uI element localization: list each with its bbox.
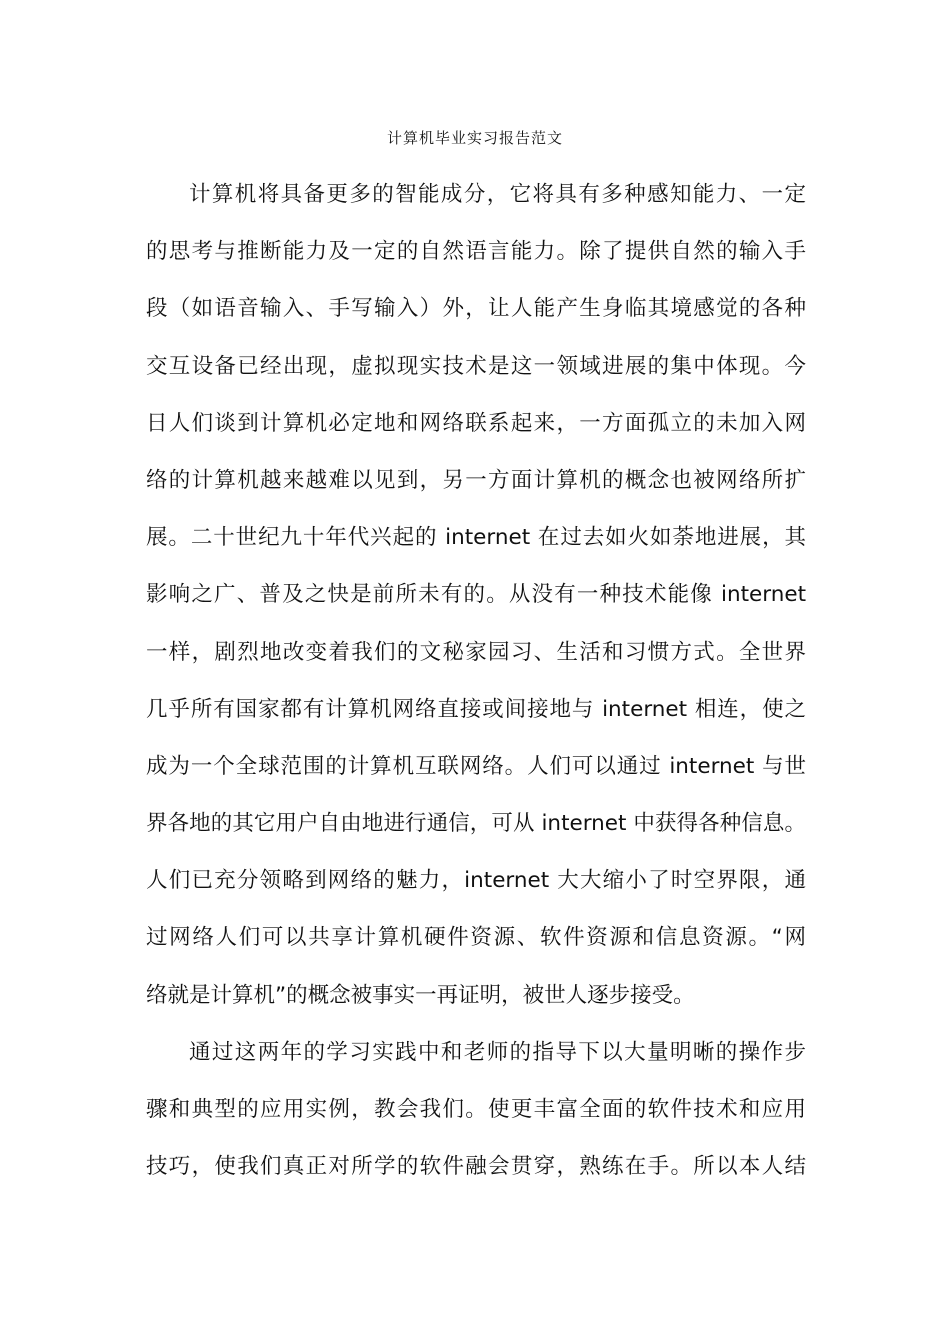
paragraph-line: 通过这两年的学习实践中和老师的指导下以大量明晰的操作步 (189, 1039, 806, 1065)
paragraph-line: 络就是计算机”的概念被事实一再证明，被世人逐步接受。 (146, 982, 695, 1008)
paragraph-line: 骤和典型的应用实例，教会我们。使更丰富全面的软件技术和应用 (146, 1097, 806, 1122)
paragraph-line: 几乎所有国家都有计算机网络直接或间接地与 internet 相连，使之 (146, 696, 806, 722)
paragraph-line: 展。二十世纪九十年代兴起的 internet 在过去如火如荼地进展，其 (146, 525, 806, 551)
paragraph-2 (146, 1024, 806, 1196)
paragraph-line: 人们已充分领略到网络的魅力，internet 大大缩小了时空界限，通 (146, 868, 806, 894)
document-body (146, 166, 806, 1195)
paragraph-line: 络的计算机越来越难以见到，另一方面计算机的概念也被网络所扩 (146, 467, 806, 493)
paragraph-line: 技巧，使我们真正对所学的软件融会贯穿，熟练在手。所以本人结 (146, 1154, 806, 1180)
document-title: 计算机毕业实习报告范文 (386, 129, 563, 147)
paragraph-line: 日人们谈到计算机必定地和网络联系起来，一方面孤立的未加入网 (146, 410, 806, 436)
paragraph-line: 的思考与推断能力及一定的自然语言能力。除了提供自然的输入手 (146, 239, 806, 265)
paragraph-line: 影响之广、普及之快是前所未有的。从没有一种技术能像 internet (146, 582, 806, 608)
paragraph-line: 计算机将具备更多的智能成分，它将具有多种感知能力、一定 (189, 182, 806, 207)
paragraph-1 (146, 166, 806, 1024)
paragraph-line: 交互设备已经出现，虚拟现实技术是这一领域进展的集中体现。今 (146, 353, 806, 379)
paragraph-line: 段（如语音输入、手写输入）外，让人能产生身临其境感觉的各种 (146, 296, 806, 322)
paragraph-line: 界各地的其它用户自由地进行通信，可从 internet 中获得各种信息。 (146, 811, 806, 837)
paragraph-line: 一样，剧烈地改变着我们的文秘家园习、生活和习惯方式。全世界 (146, 639, 806, 665)
paragraph-line: 过网络人们可以共享计算机硬件资源、软件资源和信息资源。“网 (146, 925, 806, 951)
paragraph-line: 成为一个全球范围的计算机互联网络。人们可以通过 internet 与世 (146, 753, 806, 779)
